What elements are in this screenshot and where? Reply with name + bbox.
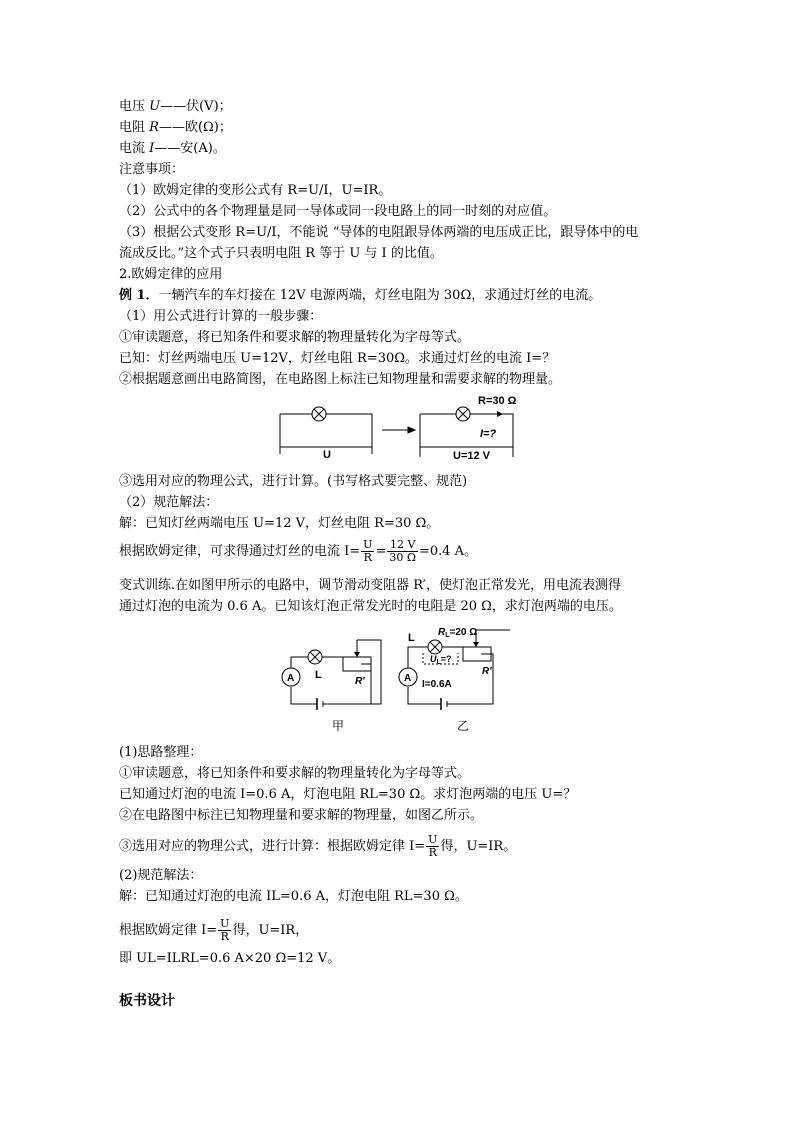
solution-1: 解：已知灯丝两端电压 U=12 V，灯丝电阻 R=30 Ω。 [119,516,440,531]
ammeter-a-yi: A [404,673,412,684]
example-label: 例 1． [119,288,159,303]
label-i-current: I=0.6A [422,679,452,690]
label-rl: $R_L=20$ Ω [438,627,478,639]
step-2: ②根据题意画出电路简图，在电路图上标注已知物理量和需要求解的物理量。 [119,372,562,387]
label-i: I=? [480,428,497,440]
fraction-ur: $\frac{U}{R}$ [363,538,373,564]
note-2: （2）公式中的各个物理量是同一导体或同一段电路上的同一时刻的对应值。 [119,204,557,219]
lamp-l-jia: L [315,669,322,681]
rheostat-jia: R′ [355,676,365,687]
thinking-1: ①审读题意，将已知条件和要求解的物理量转化为字母等式。 [119,766,471,781]
thinking-title: (1)思路整理： [119,745,203,760]
thinking-4: ③选用对应的物理公式，进行计算：根据欧姆定律 I= $\frac{U}{R}$ 得，U=IR。 [119,833,517,859]
unit-current: 电流 I——安(A)。 [119,141,226,156]
thinking-2: 已知通过灯泡的电流 I=0.6 A，灯泡电阻 RL=30 Ω。求灯泡两端的电压 U=？ [119,787,577,802]
caption-jia: 甲 [332,719,345,733]
thinking-3: ②在电路图中标注已知物理量和要求解的物理量，如图乙所示。 [119,808,484,823]
lamp-l-yi: L [408,632,415,644]
solution-2: 根据欧姆定律，可求得通过灯丝的电流 I= $\frac{U}{R}$ = $\frac{12 V}{30 \Omega}$ =0.4 A。 [119,538,478,564]
unit-resistance: 电阻 R——欧(Ω)； [119,120,232,135]
label-u: U [323,449,331,461]
label-r: R=30 Ω [478,395,517,407]
ammeter-a-jia: A [287,673,295,684]
step-1-known: 已知：灯丝两端电压 U=12V，灯丝电阻 R=30Ω。求通过灯丝的电流 I=？ [119,351,556,366]
step-1: ①审读题意，将已知条件和要求解的物理量转化为字母等式。 [119,330,471,345]
note-3a: （3）根据公式变形 R=U/I，不能说 “导体的电阻跟导体两端的电压成正比，跟导体中的电 [119,225,639,240]
variant-2: 通过灯泡的电流为 0.6 A。已知该灯泡正常发光时的电阻是 20 Ω，求灯泡两端的电压。 [119,599,622,614]
fraction-values: $\frac{12 V}{30 \Omega}$ [389,538,416,564]
circuit-diagram-2 [275,620,525,738]
circuit-diagram-1 [275,392,525,462]
unit-voltage: 电压 U——伏(V)； [119,99,232,114]
step-title: （1）用公式进行计算的一般步骤： [119,309,323,324]
fraction-ur-3: $\frac{U}{R}$ [220,917,230,943]
solution2-1: 解：已知通过灯泡的电流 IL=0.6 A，灯泡电阻 RL=30 Ω。 [119,889,468,904]
section-heading: 2.欧姆定律的应用 [119,267,223,282]
notes-title: 注意事项： [119,162,185,177]
fraction-ur-2: $\frac{U}{R}$ [428,833,438,859]
solution2-2: 根据欧姆定律 I= $\frac{U}{R}$ 得，U=IR， [119,917,309,943]
solution2-3: 即 UL=ILRL=0.6 A×20 Ω=12 V。 [119,951,341,966]
label-ul: $U_L=$? [430,654,452,666]
solution2-title: (2)规范解法： [119,868,203,883]
caption-yi: 乙 [457,719,470,733]
example-1: 例 1．一辆汽车的车灯接在 12V 电源两端，灯丝电阻为 30Ω，求通过灯丝的电流。 [119,288,602,303]
note-3b: 流成反比。”这个式子只表明电阻 R 等于 U 与 I 的比值。 [119,246,443,261]
norm-title: （2）规范解法： [119,495,219,510]
step-3: ③选用对应的物理公式，进行计算。(书写格式要完整、规范) [119,474,468,489]
variant-1: 变式训练.在如图甲所示的电路中，调节滑动变阻器 R′，使灯泡正常发光，用电流表测得 [119,578,622,593]
rheostat-yi: R′ [482,666,492,677]
note-1: （1）欧姆定律的变形公式有 R=U/I，U=IR。 [119,183,392,198]
board-design-heading: 板书设计 [119,993,175,1009]
label-u2: U=12 V [453,450,490,462]
